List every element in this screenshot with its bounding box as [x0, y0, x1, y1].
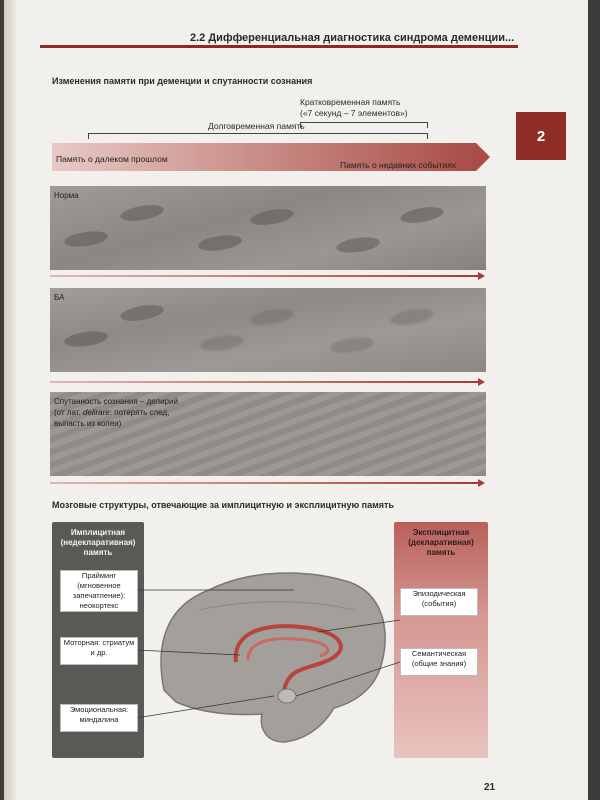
short-term-label-1: Кратковременная память — [300, 97, 401, 107]
page-number: 21 — [484, 782, 496, 793]
short-term-label-2: («7 секунд – 7 элементов») — [300, 108, 408, 118]
memory-section-title: Изменения памяти при деменции и спутанности сознания — [52, 76, 313, 86]
brain-section-title: Мозговые структуры, отвечающие за имплицитную и эксплицитную память — [52, 500, 394, 510]
implicit-memory-title: Имплицитная (недекларативная) память — [60, 528, 136, 557]
amygdala — [278, 689, 296, 703]
explicit-memory-title: Эксплицитная (декларативная) память — [408, 528, 474, 557]
episodic-memory-box: Эпизодическая (события) — [400, 588, 478, 616]
book-page — [4, 0, 588, 800]
arrow-right-label: Память о недавних событиях — [340, 160, 457, 170]
brain-outline — [161, 573, 385, 742]
chapter-tab: 2 — [516, 112, 566, 160]
priming-box: Прайминг (мгновенное запечатление): неокортекс — [60, 570, 138, 612]
brain-diagram — [4, 0, 588, 800]
panel-label-delirium: Спутанность сознания – делирий (от лат. delirare: потерять след, выпасть из колеи) — [54, 397, 178, 428]
panel-label-ad: БА — [54, 293, 65, 302]
running-header: 2.2 Дифференциальная диагностика синдрома деменции... — [190, 32, 515, 44]
panel-label-normal: Норма — [54, 191, 79, 200]
semantic-memory-box: Семантическая (общие знания) — [400, 648, 478, 676]
motor-memory-box: Моторная: стриатум и др. — [60, 637, 138, 665]
emotional-memory-box: Эмоциональная: миндалина — [60, 704, 138, 732]
arrow-left-label: Память о далеком прошлом — [56, 154, 168, 164]
long-term-label: Долговременная память — [208, 121, 305, 131]
